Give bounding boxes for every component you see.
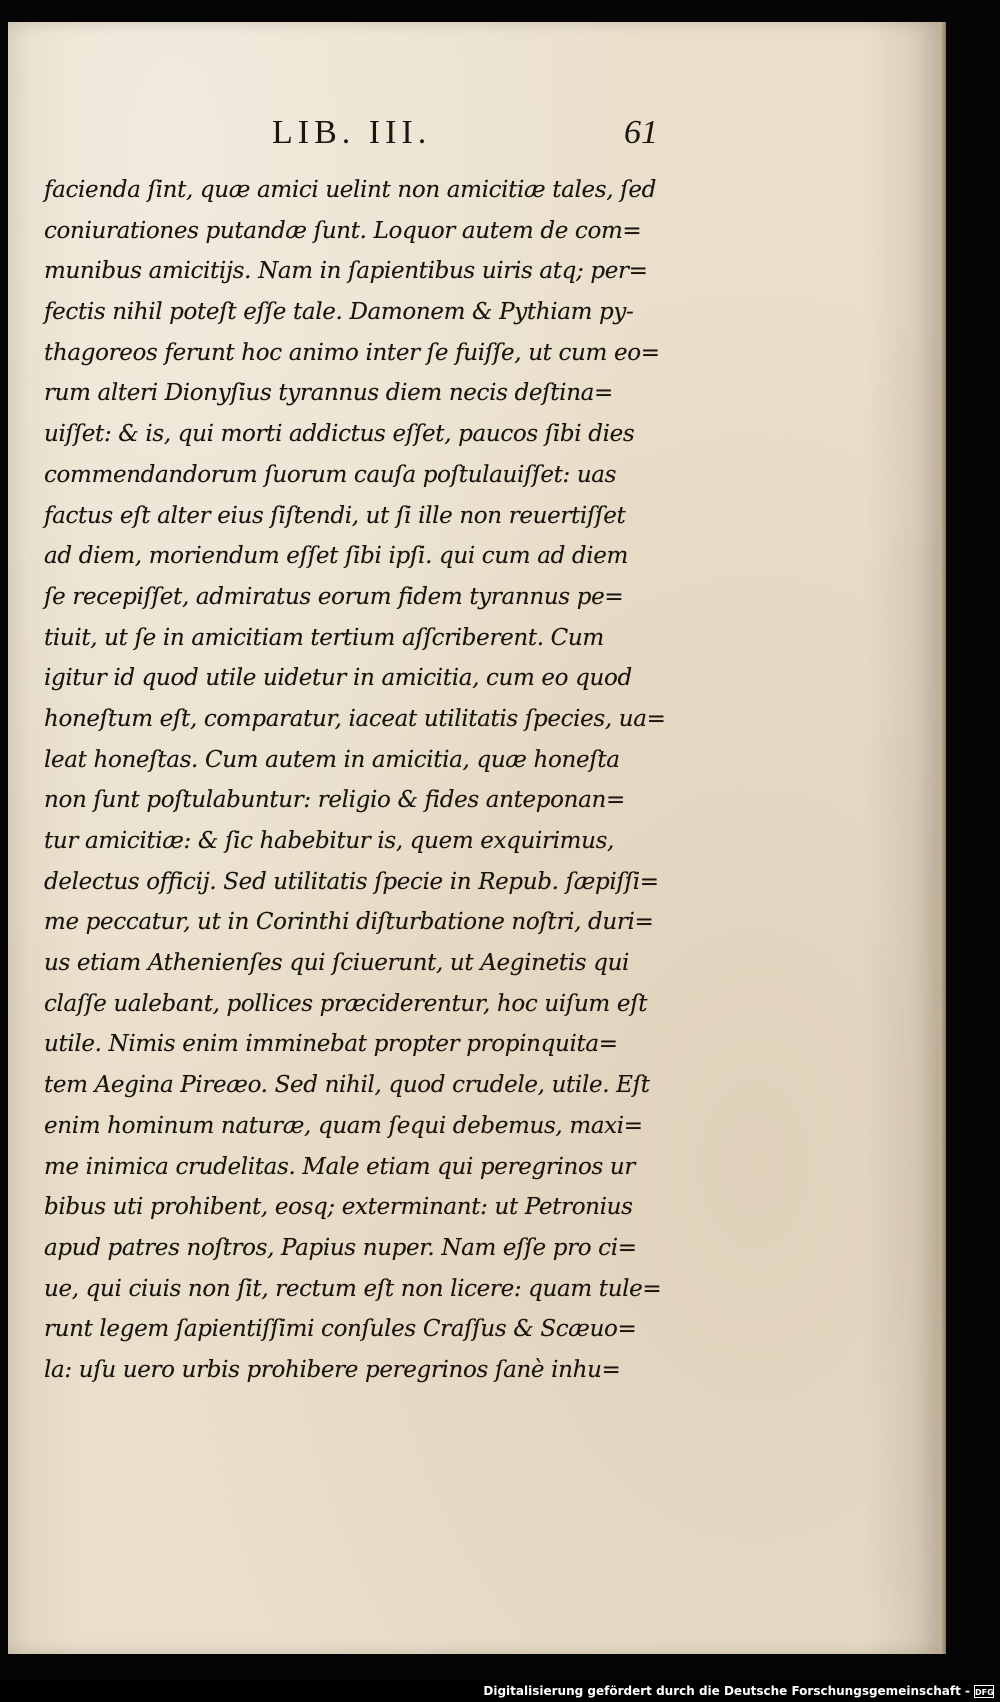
text-line: enim hominum naturæ, quam ſequi debemus, maxi=	[44, 1112, 643, 1139]
text-line: tiuit, ut ſe in amicitiam tertium aſſcriberent. Cum	[44, 624, 604, 651]
text-line: delectus officij. Sed utilitatis ſpecie in Repub. ſæpiſſi=	[44, 868, 659, 895]
text-line: tem Aegina Pireæo. Sed nihil, quod crudele, utile. Eſt	[44, 1072, 650, 1099]
text-block	[44, 170, 734, 1391]
text-line: factus eſt alter eius ſiſtendi, ut ſi ille non reuertiſſet	[44, 502, 626, 529]
text-line: uiſſet: & is, qui morti addictus eſſet, paucos ſibi dies	[44, 421, 635, 448]
book-page	[8, 22, 940, 1654]
text-line: me peccatur, ut in Corinthi diſturbatione noſtri, duri=	[44, 909, 654, 936]
text-line: runt legem ſapientiſſimi conſules Craſſus & Scæuo=	[44, 1316, 637, 1343]
text-line: rum alteri Dionyſius tyrannus diem necis deſtina=	[44, 380, 613, 407]
text-line: tur amicitiæ: & ſic habebitur is, quem exquirimus,	[44, 828, 615, 854]
text-line: munibus amicitijs. Nam in ſapientibus uiris atq; per=	[44, 258, 648, 285]
text-line: facienda ſint, quæ amici uelint non amicitiæ tales, ſed	[44, 177, 656, 203]
text-line: ue, qui ciuis non ſit, rectum eſt non licere: quam tule=	[44, 1275, 662, 1302]
funding-credit: Digitalisierung gefördert durch die Deutsche Forschungsgemeinschaft -	[483, 1684, 970, 1698]
text-line: bibus uti prohibent, eosq; exterminant: ut Petronius	[44, 1194, 633, 1221]
text-line: us etiam Athenienſes qui ſciuerunt, ut Aeginetis qui	[44, 950, 630, 977]
text-line: leat honeſtas. Cum autem in amicitia, quæ honeſta	[44, 746, 620, 773]
text-line: commendandorum ſuorum cauſa poſtulauiſſet: uas	[44, 461, 617, 488]
footer-bar	[0, 1680, 1000, 1702]
page-edge	[940, 22, 946, 1654]
dfg-logo: DFG	[974, 1685, 994, 1698]
text-line: coniurationes putandæ ſunt. Loquor autem de com=	[44, 217, 642, 244]
text-line: utile. Nimis enim imminebat propter propinquita=	[44, 1031, 618, 1058]
text-line: ad diem, moriendum eſſet ſibi ipſi. qui cum ad diem	[44, 543, 629, 570]
text-line: honeſtum eſt, comparatur, iaceat utilitatis ſpecies, ua=	[44, 705, 666, 732]
page-number: 61	[624, 114, 658, 151]
text-line: la: uſu uero urbis prohibere peregrinos ſanè inhu=	[44, 1356, 621, 1383]
text-line: claſſe ualebant, pollices præciderentur, hoc uiſum eſt	[44, 990, 648, 1017]
text-line: thagoreos ferunt hoc animo inter ſe fuiſſe, ut cum eo=	[44, 339, 660, 366]
text-line: ſe recepiſſet, admiratus eorum fidem tyrannus pe=	[44, 583, 624, 610]
text-line: igitur id quod utile uidetur in amicitia, cum eo quod	[44, 665, 632, 692]
text-line: me inimica crudelitas. Male etiam qui peregrinos ur	[44, 1153, 635, 1180]
text-line: apud patres noſtros, Papius nuper. Nam eſſe pro ci=	[44, 1234, 637, 1261]
running-head: LIB. III.	[272, 114, 432, 151]
text-line: non ſunt poſtulabuntur: religio & fides anteponan=	[44, 787, 625, 814]
text-line: fectis nihil poteſt eſſe tale. Damonem & Pythiam py-	[44, 299, 634, 326]
